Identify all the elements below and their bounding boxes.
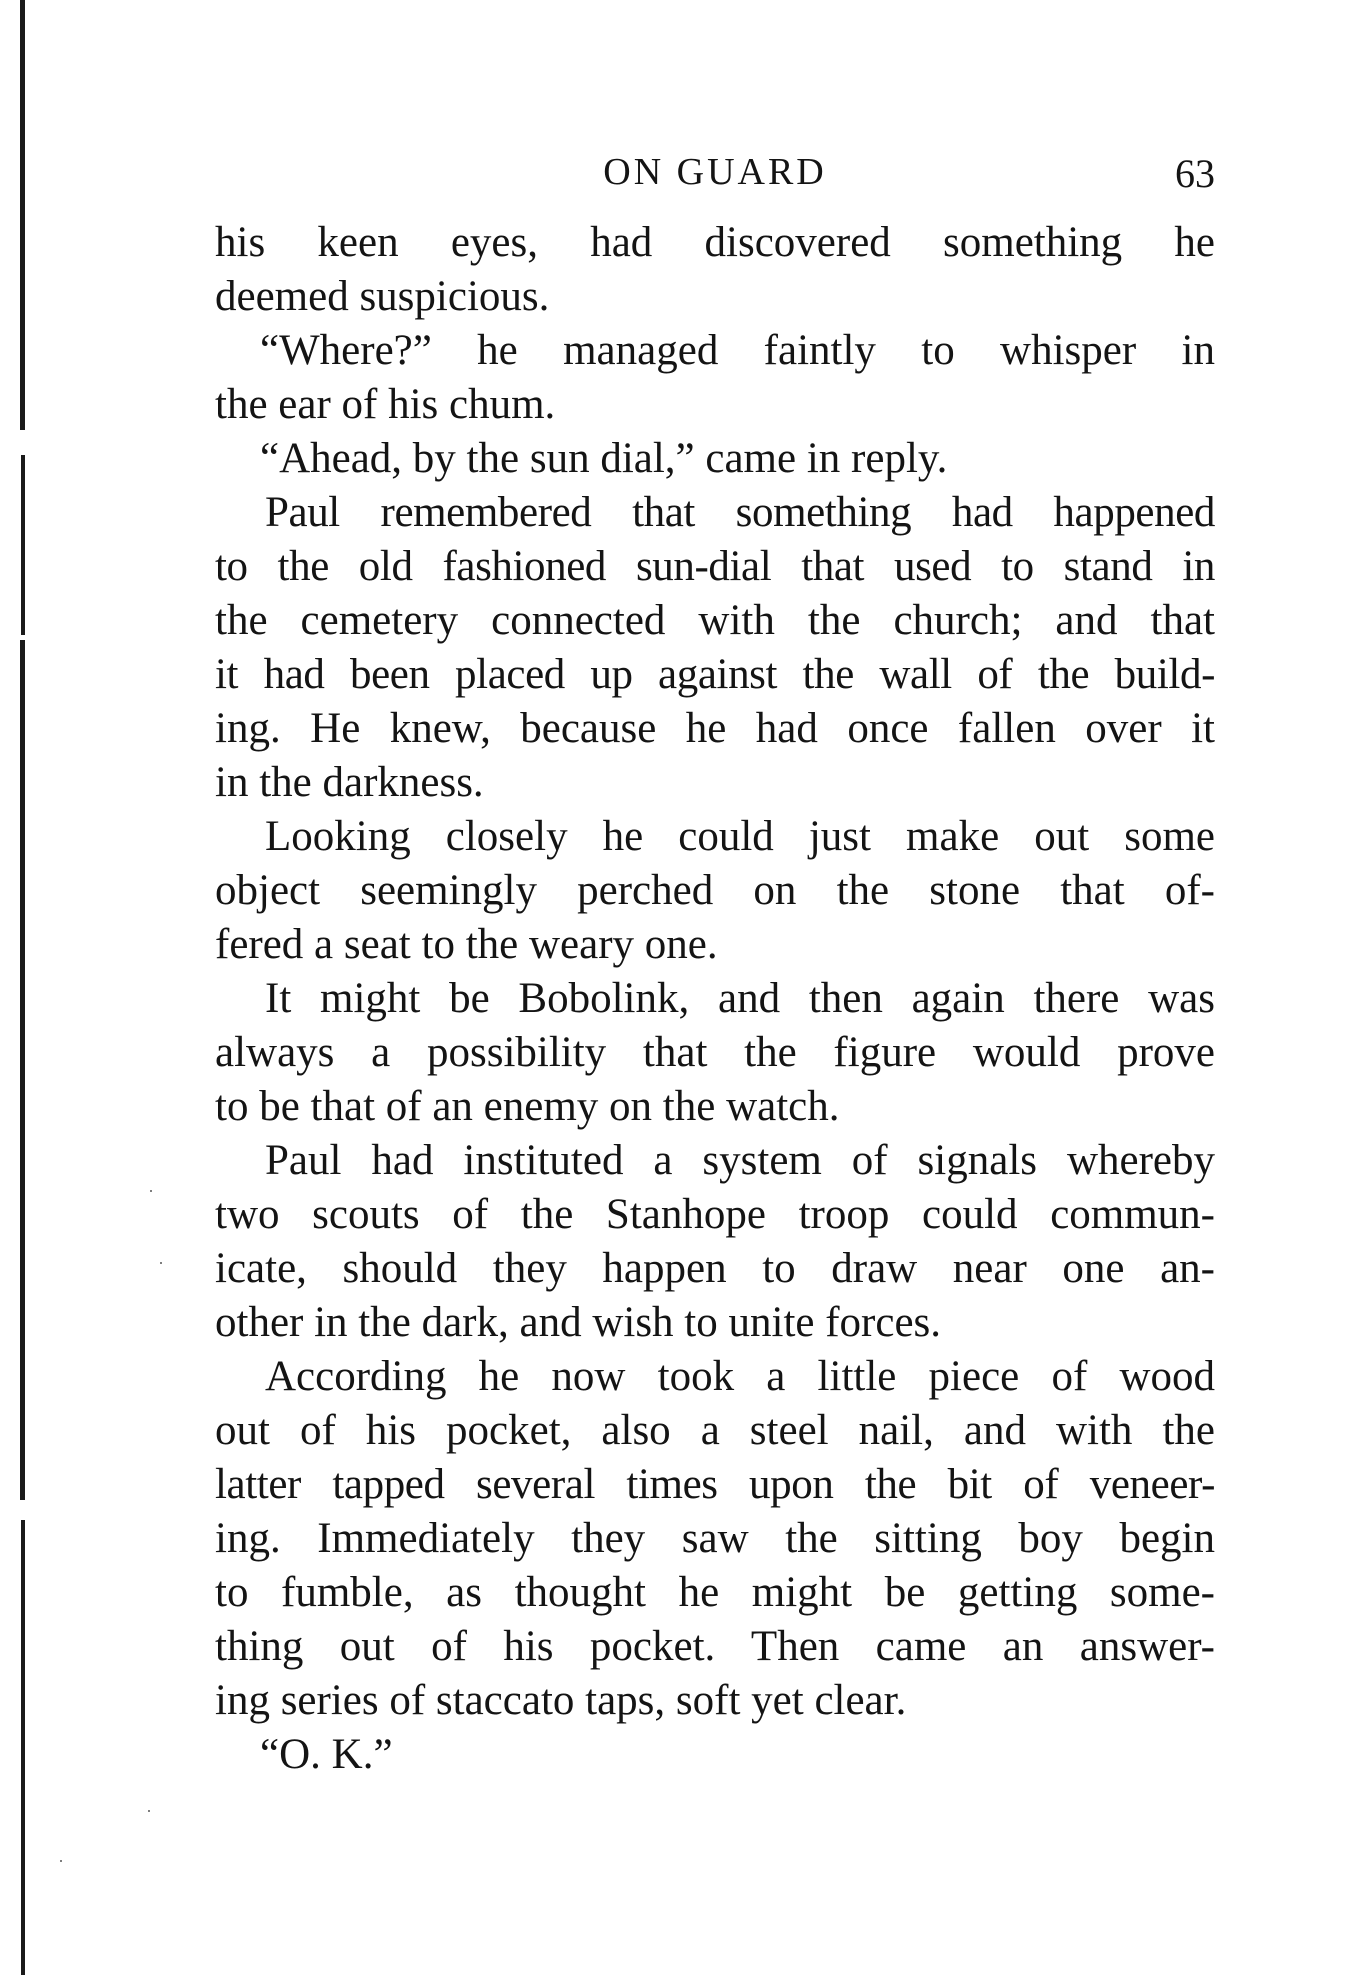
text-line: ing series of staccato taps, soft yet clear. <box>215 1677 907 1724</box>
scan-speck <box>148 1810 150 1812</box>
text-line: to the old fashioned sun-dial that used to stand in <box>215 543 1215 590</box>
text-line: always a possibility that the figure would prove <box>215 1029 1215 1076</box>
text-line: his keen eyes, had discovered something he <box>215 219 1215 266</box>
binding-edge-rule <box>20 640 25 1500</box>
body-text <box>215 216 1215 1782</box>
text-line: in the darkness. <box>215 759 484 806</box>
binding-edge-rule <box>21 1520 25 1975</box>
text-line: latter tapped several times upon the bit of veneer- <box>215 1461 1215 1508</box>
text-line: the ear of his chum. <box>215 381 556 428</box>
text-line: out of his pocket, also a steel nail, and with the <box>215 1407 1215 1454</box>
text-line: According he now took a little piece of wood <box>265 1353 1215 1400</box>
text-line: “Where?” he managed faintly to whisper in <box>260 327 1215 374</box>
running-title: ON GUARD <box>603 151 827 193</box>
scan-speck <box>60 1860 62 1862</box>
text-line: other in the dark, and wish to unite forces. <box>215 1299 942 1346</box>
text-line: Looking closely he could just make out some <box>265 813 1215 860</box>
text-line: to be that of an enemy on the watch. <box>215 1083 840 1130</box>
text-line: deemed suspicious. <box>215 273 550 320</box>
text-line: to fumble, as thought he might be getting some- <box>215 1569 1215 1616</box>
text-line: icate, should they happen to draw near one an- <box>215 1245 1215 1292</box>
text-line: object seemingly perched on the stone that of- <box>215 867 1215 914</box>
text-line: fered a seat to the weary one. <box>215 921 718 968</box>
binding-edge-rule <box>20 0 25 430</box>
text-line: ing. Immediately they saw the sitting boy begin <box>215 1515 1215 1562</box>
text-line: Paul remembered that something had happened <box>265 489 1215 536</box>
binding-edge-rule <box>21 455 25 635</box>
running-head <box>215 140 1215 198</box>
text-line: ing. He knew, because he had once fallen over it <box>215 705 1215 752</box>
text-line: the cemetery connected with the church; and that <box>215 597 1215 644</box>
page-number: 63 <box>1175 151 1215 196</box>
text-line: Paul had instituted a system of signals whereby <box>265 1137 1215 1184</box>
text-line: “O. K.” <box>260 1731 393 1778</box>
text-line: thing out of his pocket. Then came an answer- <box>215 1623 1215 1670</box>
text-line: It might be Bobolink, and then again there was <box>265 975 1215 1022</box>
book-page <box>215 140 1215 1782</box>
text-line: “Ahead, by the sun dial,” came in reply. <box>260 435 948 482</box>
text-line: it had been placed up against the wall of the build- <box>215 651 1215 698</box>
text-line: two scouts of the Stanhope troop could commun- <box>215 1191 1215 1238</box>
scan-speck <box>150 1190 152 1192</box>
scan-speck <box>160 1262 162 1264</box>
